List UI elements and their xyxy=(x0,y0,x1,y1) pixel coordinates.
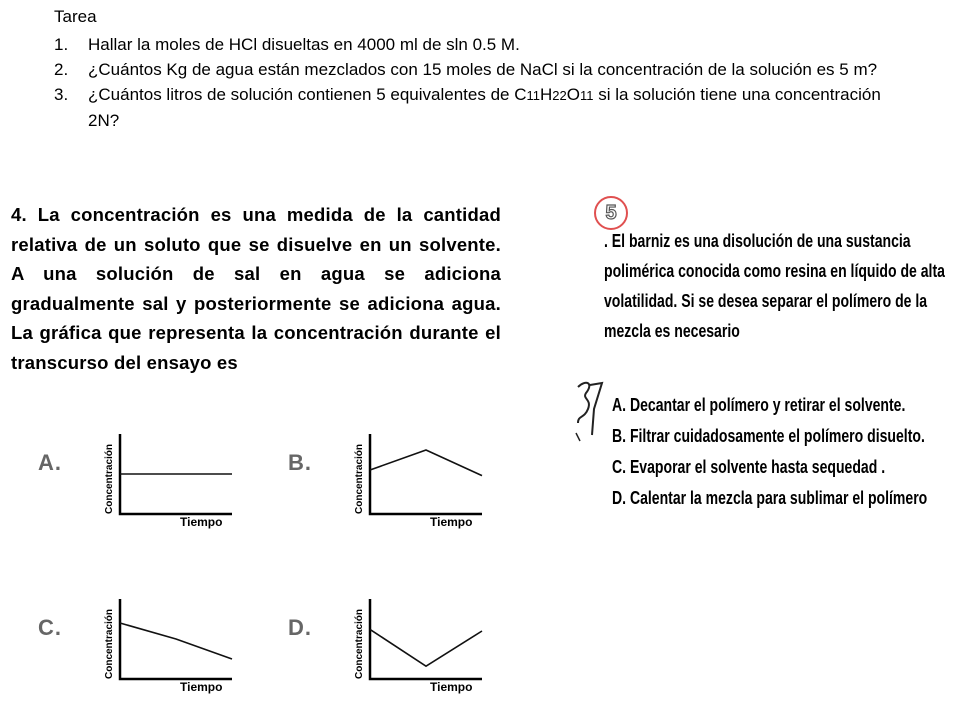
subscript-hydrogen: 22 xyxy=(552,88,567,103)
x-axis-label: Tiempo xyxy=(430,680,473,694)
graph-letter: A. xyxy=(38,450,62,475)
graph-b xyxy=(288,418,498,548)
task-title: Tarea xyxy=(54,7,97,26)
task-text: ¿Cuántos Kg de agua están mezclados con 15 moles de NaCl si la concentración de la solución es 5 m? xyxy=(88,60,878,79)
task-number: 3. xyxy=(54,85,69,104)
series-line xyxy=(370,450,482,476)
task-item-2 xyxy=(54,57,914,82)
y-axis-label: Concentración xyxy=(104,608,115,679)
task-text: Hallar la moles de HCl disueltas en 4000 ml de sln 0.5 M. xyxy=(88,35,520,54)
y-axis-label: Concentración xyxy=(354,608,365,679)
graph-letter: C. xyxy=(38,615,62,640)
graph-c xyxy=(38,583,248,713)
option-b: B. Filtrar cuidadosamente el polímero disuelto. xyxy=(612,426,925,446)
option-c: C. Evaporar el solvente hasta sequedad . xyxy=(612,457,886,477)
task-number: 2. xyxy=(54,60,69,79)
graph-b-svg xyxy=(288,418,498,548)
formula-suffix: si la solución tiene una concentración 2N? xyxy=(88,85,881,130)
option-a: A. Decantar el polímero y retirar el solvente. xyxy=(612,395,906,415)
question-4-text: 4. La concentración es una medida de la cantidad relativa de un soluto que se disuelve en un solvente. A una solución de sal en agua se adiciona gradualmente sal y posteriormente se adiciona agua. La gráfica que representa la concentración durante el transcurso del ensayo es xyxy=(11,204,501,373)
graph-d-svg xyxy=(288,583,498,713)
formula-prefix: ¿Cuántos litros de solución contienen 5 equivalentes de C xyxy=(88,85,527,104)
series-line xyxy=(120,623,232,659)
series-line xyxy=(370,629,482,666)
graph-a xyxy=(38,418,248,548)
handwritten-mark-icon xyxy=(572,375,612,445)
graph-d xyxy=(288,583,498,713)
x-axis-label: Tiempo xyxy=(430,515,473,529)
subscript-oxygen: 11 xyxy=(579,88,594,103)
question-5-number-badge: 5 xyxy=(594,196,628,230)
option-d: D. Calentar la mezcla para sublimar el polímero xyxy=(612,488,928,508)
element-hydrogen: H xyxy=(540,85,553,104)
question-5-options xyxy=(612,390,940,514)
task-text xyxy=(88,82,914,133)
task-item-1 xyxy=(54,32,914,57)
chart-axes xyxy=(370,434,482,514)
graph-letter: B. xyxy=(288,450,312,475)
question-5-statement: . El barniz es una disolución de una sustancia polimérica conocida como resina en líquido de alta volatilidad. Si se desea separar el polímero de la mezcla es necesario xyxy=(604,231,945,341)
graph-a-svg xyxy=(38,418,248,548)
task-item-3 xyxy=(54,82,914,133)
subscript-carbon: 11 xyxy=(526,88,540,103)
y-axis-label: Concentración xyxy=(104,443,115,514)
task-number: 1. xyxy=(54,35,69,54)
x-axis-label: Tiempo xyxy=(180,680,223,694)
task-list xyxy=(54,32,914,133)
x-axis-label: Tiempo xyxy=(180,515,223,529)
graph-c-svg xyxy=(38,583,248,713)
y-axis-label: Concentración xyxy=(354,443,365,514)
element-oxygen: O xyxy=(566,85,580,104)
graph-letter: D. xyxy=(288,615,312,640)
